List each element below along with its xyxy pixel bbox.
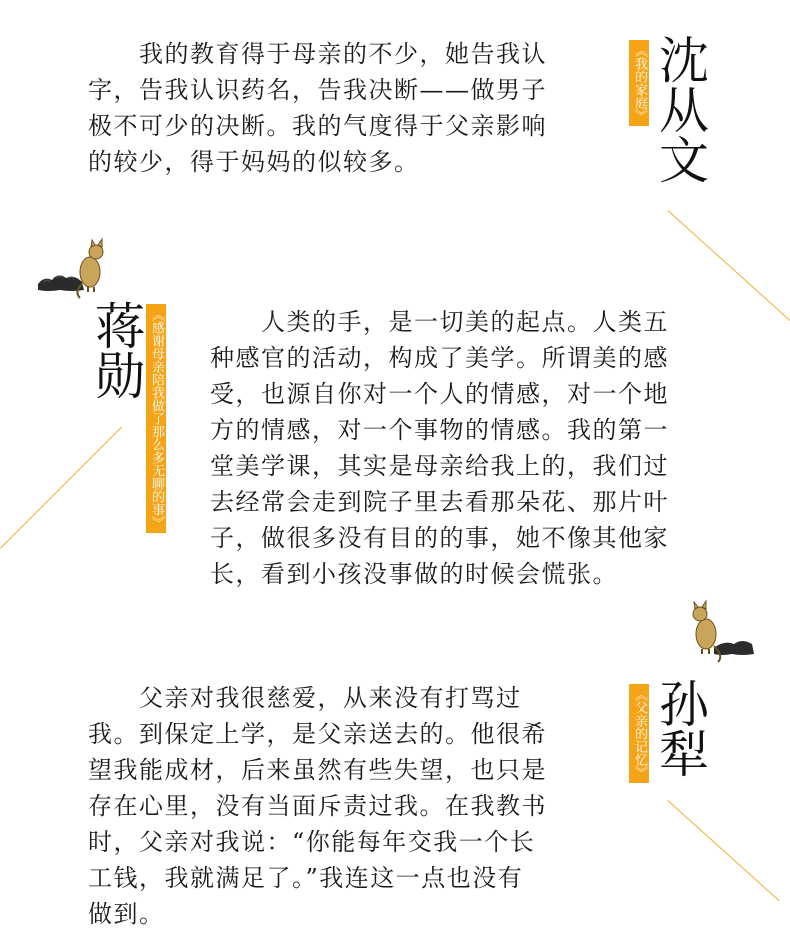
paragraph-line: 子，做很多没有目的的事，她不像其他家 bbox=[210, 524, 669, 552]
paragraph-line: 我。到保定上学，是父亲送去的。他很希 bbox=[88, 720, 547, 748]
source-label-sun-li: 《父亲的记忆》 bbox=[629, 684, 649, 783]
cat-illustration-right bbox=[684, 598, 756, 664]
quote-paragraph-jiang-xun bbox=[210, 304, 710, 592]
paragraph-line: 受，也源自你对一个人的情感，对一个地 bbox=[210, 380, 669, 408]
author-name-shen-congwen: 沈从文 bbox=[651, 34, 709, 184]
author-name-jiang-xun: 蒋勋 bbox=[87, 300, 145, 400]
paragraph-line: 长，看到小孩没事做的时候会慌张。 bbox=[210, 560, 618, 588]
source-label-shen-congwen: 《我的家庭》 bbox=[629, 40, 649, 126]
paragraph-line: 的较少，得于妈妈的似较多。 bbox=[88, 148, 420, 176]
paragraph-line: 去经常会走到院子里去看那朵花、那片叶 bbox=[210, 488, 669, 516]
paragraph-line: 种感官的活动，构成了美学。所谓美的感 bbox=[210, 344, 669, 372]
paragraph-line: 做到。 bbox=[88, 900, 165, 928]
paragraph-line: 字，告我认识药名，告我决断——做男子 bbox=[88, 76, 547, 104]
decorative-diagonal-line bbox=[667, 800, 779, 901]
quote-paragraph-shen-congwen bbox=[88, 36, 588, 180]
paragraph-line: 方的情感，对一个事物的情感。我的第一 bbox=[210, 416, 669, 444]
paragraph-line: 父亲对我很慈爱，从来没有打骂过 bbox=[88, 684, 522, 712]
decorative-diagonal-line bbox=[0, 426, 122, 548]
paragraph-line: 堂美学课，其实是母亲给我上的，我们过 bbox=[210, 452, 669, 480]
quote-paragraph-sun-li bbox=[88, 680, 588, 932]
paragraph-line: 存在心里，没有当面斥责过我。在我教书 bbox=[88, 792, 547, 820]
cat-illustration-left bbox=[34, 232, 114, 302]
paragraph-line: 工钱，我就满足了。”我连这一点也没有 bbox=[88, 864, 524, 892]
paragraph-line: 人类的手，是一切美的起点。人类五 bbox=[210, 308, 669, 336]
author-name-sun-li: 孙犁 bbox=[651, 678, 709, 778]
paragraph-line: 我的教育得于母亲的不少，她告我认 bbox=[88, 40, 547, 68]
paragraph-line: 望我能成材，后来虽然有些失望，也只是 bbox=[88, 756, 547, 784]
paragraph-line: 时，父亲对我说：“你能每年交我一个长 bbox=[88, 828, 536, 856]
source-label-jiang-xun: 《感谢母亲陪我做了那么多无聊的事》 bbox=[146, 304, 166, 533]
paragraph-line: 极不可少的决断。我的气度得于父亲影响 bbox=[88, 112, 547, 140]
